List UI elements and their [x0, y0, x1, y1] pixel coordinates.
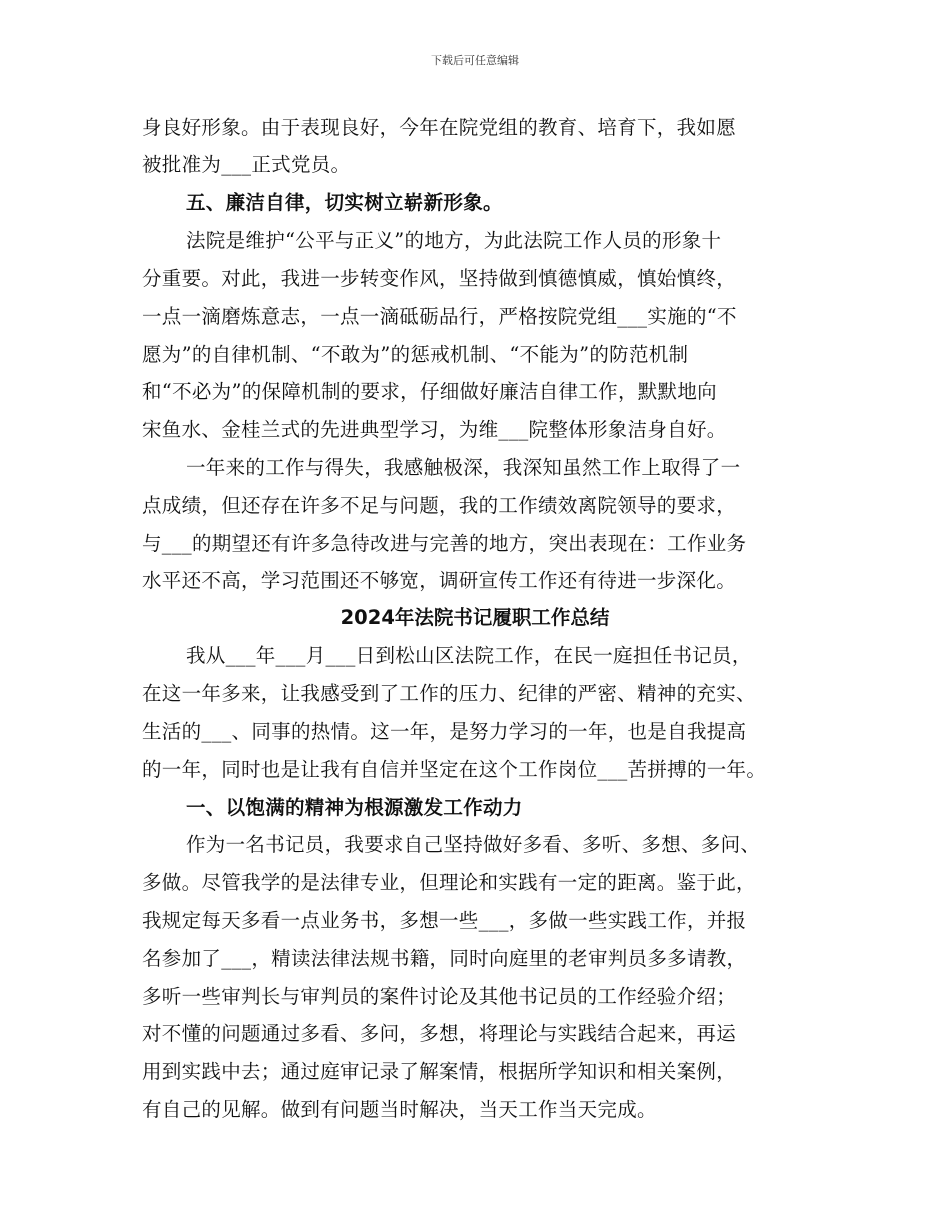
body-line: 分重要。对此，我进一步转变作风，坚持做到慎德慎威，慎始慎终，	[142, 267, 737, 290]
body-line: 有自己的见解。做到有问题当时解决，当天工作当天完成。	[142, 1098, 657, 1121]
body-line: 与___的期望还有许多急待改进与完善的地方，突出表现在：工作业务	[142, 532, 747, 555]
body-line: 名参加了___，精读法律法规书籍，同时向庭里的老审判员多多请教，	[142, 947, 747, 970]
section-heading: 一、以饱满的精神为根源激发工作动力	[186, 796, 523, 819]
body-line: 生活的___、同事的热情。这一年，是努力学习的一年，也是自我提高	[142, 720, 747, 743]
body-line: 和“不必为”的保障机制的要求，仔细做好廉洁自律工作，默默地向	[142, 380, 717, 403]
body-line: 我从___年___月___日到松山区法院工作，在民一庭担任书记员，	[186, 644, 752, 667]
document-title: 2024年法院书记履职工作总结	[340, 606, 610, 629]
body-line: 多做。尽管我学的是法律专业，但理论和实践有一定的距离。鉴于此，	[142, 871, 756, 894]
body-line: 用到实践中去；通过庭审记录了解案情，根据所学知识和相关案例，	[142, 1060, 737, 1083]
body-line: 一年来的工作与得失，我感触极深，我深知虽然工作上取得了一	[186, 456, 741, 479]
body-line: 多听一些审判长与审判员的案件讨论及其他书记员的工作经验介绍；	[142, 985, 737, 1008]
body-line: 点成绩，但还存在许多不足与问题，我的工作绩效离院领导的要求，	[142, 494, 737, 517]
section-heading: 五、廉洁自律，切实树立崭新形象。	[186, 191, 503, 214]
body-line: 身良好形象。由于表现良好，今年在院党组的教育、培育下，我如愿	[142, 116, 737, 139]
body-line: 对不懂的问题通过多看、多问，多想，将理论与实践结合起来，再运	[142, 1022, 737, 1045]
body-line: 法院是维护“公平与正义”的地方，为此法院工作人员的形象十	[186, 229, 722, 252]
body-line: 作为一名书记员，我要求自己坚持做好多看、多听、多想、多问、	[186, 833, 761, 856]
body-line: 我规定每天多看一点业务书，多想一些___，多做一些实践工作，并报	[142, 909, 747, 932]
body-line: 在这一年多来，让我感受到了工作的压力、纪律的严密、精神的充实、	[142, 682, 756, 705]
body-line: 水平还不高，学习范围还不够宽，调研宣传工作还有待进一步深化。	[142, 569, 737, 592]
body-line: 宋鱼水、金桂兰式的先进典型学习，为维___院整体形象洁身自好。	[142, 418, 727, 441]
body-line: 被批准为___正式党员。	[142, 153, 351, 176]
body-line: 愿为”的自律机制、“不敢为”的惩戒机制、“不能为”的防范机制	[142, 343, 689, 366]
page-header: 下载后可任意编辑	[431, 54, 519, 67]
body-line: 的一年，同时也是让我有自信并坚定在这个工作岗位___苦拼搏的一年。	[142, 758, 767, 781]
body-line: 一点一滴磨炼意志，一点一滴砥砺品行，严格按院党组___实施的“不	[142, 305, 737, 328]
